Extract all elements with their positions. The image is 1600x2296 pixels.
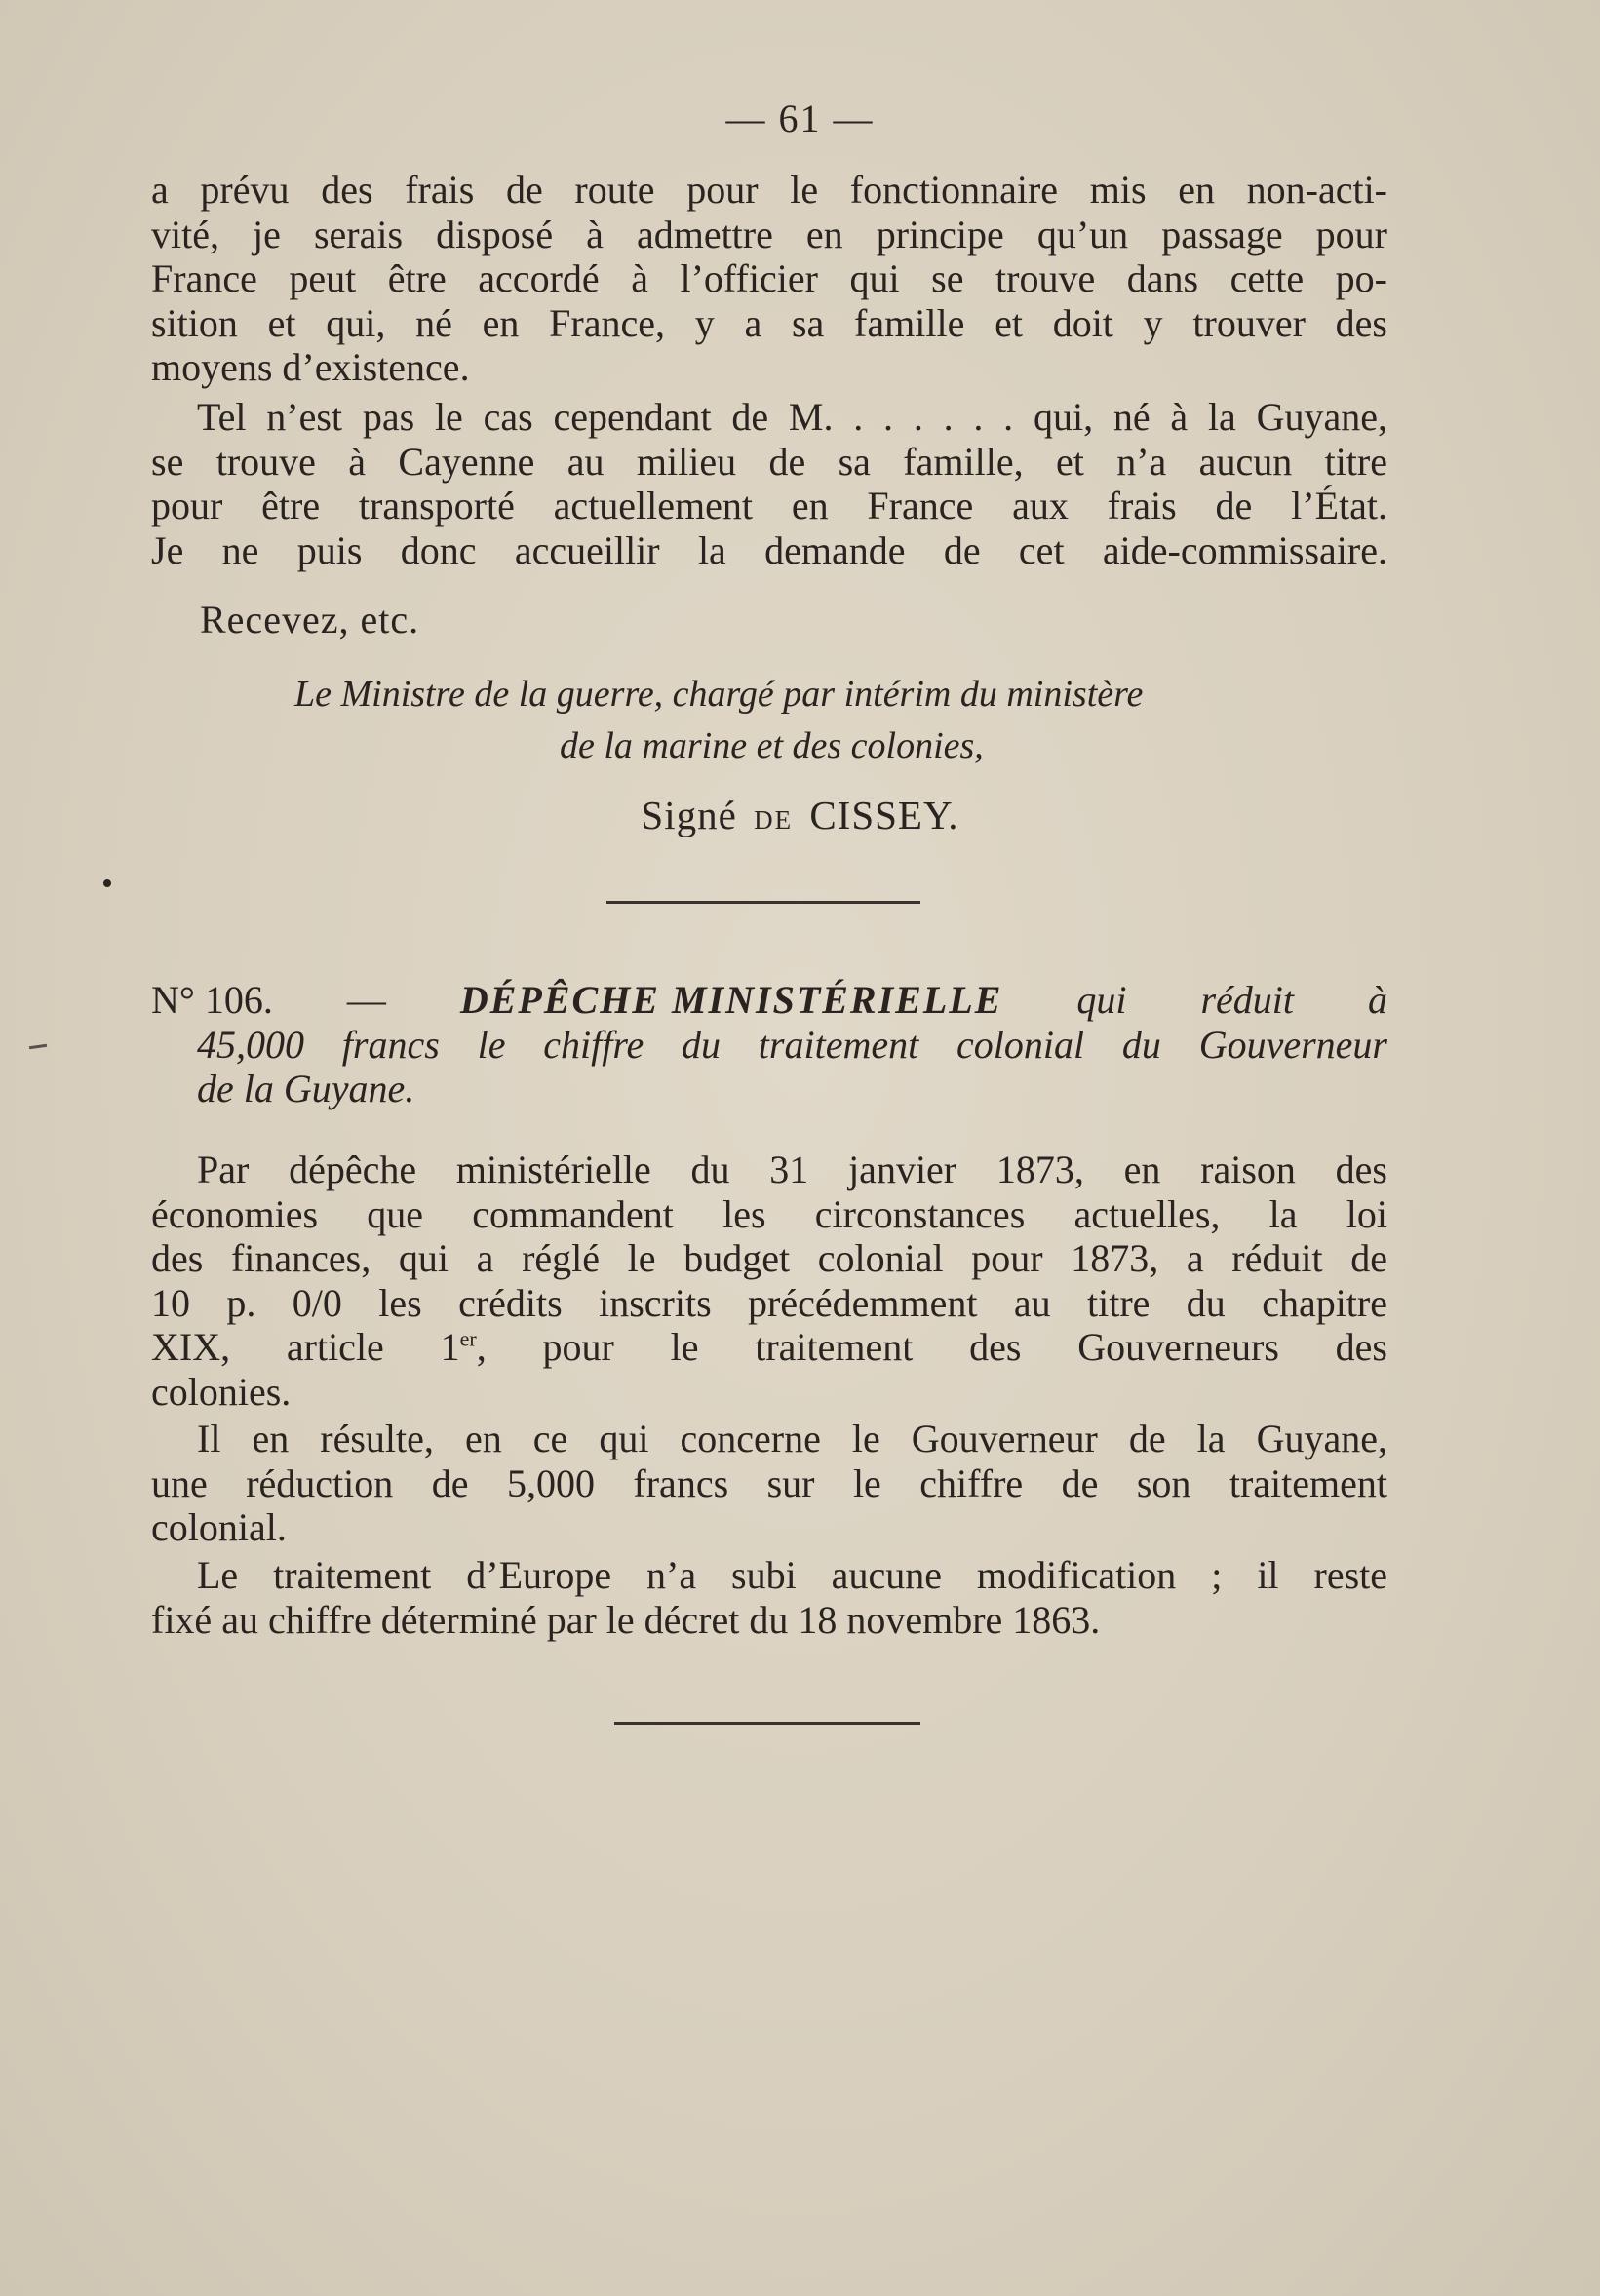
text-line: Par dépêche ministérielle du 31 janvier 1873, en raison des [197, 1148, 1387, 1191]
text-line: France peut être accordé à l’officier qui se trouve dans cette po- [151, 256, 1387, 300]
heading-line [151, 978, 1387, 1023]
paragraph-europe [151, 1553, 1387, 1642]
text-fragment: XIX, article 1 [151, 1325, 460, 1369]
text-line: Tel n’est pas le cas cependant de M. . . . . . . qui, né à la Guyane, [197, 395, 1387, 439]
signed-particle: DE [754, 805, 794, 835]
text-line: Il en résulte, en ce qui concerne le Gouverneur de la Guyane, [197, 1417, 1387, 1460]
text-line: sition et qui, né en France, y a sa famille et doit y trouver des [151, 300, 1387, 345]
text-line: colonial. [151, 1505, 287, 1549]
heading-number: N° 106. [151, 978, 273, 1022]
text-line: économies que commandent les circonstances actuelles, la loi [151, 1191, 1387, 1236]
document-heading [151, 978, 1387, 1111]
paragraph-refusal [151, 395, 1387, 572]
superscript: er [459, 1326, 477, 1351]
text-fragment: , pour le traitement des Gouverneurs des [476, 1325, 1387, 1369]
text-line: Le traitement d’Europe n’a subi aucune modification ; il reste [197, 1553, 1387, 1597]
signature-title-line2: de la marine et des colonies, [560, 725, 984, 766]
text-line: 10 p. 0/0 les crédits inscrits précédemment au titre du chapitre [151, 1280, 1387, 1325]
text-line: une réduction de 5,000 francs sur le chiffre de son traitement [151, 1460, 1387, 1505]
signature-title-line1: Le Ministre de la guerre, chargé par intérim du ministère [294, 674, 1144, 715]
text-line: des finances, qui a réglé le budget colonial pour 1873, a réduit de [151, 1236, 1387, 1280]
heading-word: réduit [1200, 978, 1295, 1022]
text-line: Je ne puis donc accueillir la demande de cet aide-commissaire. [151, 527, 1387, 572]
signed-name [0, 792, 1600, 838]
heading-line: 45,000 francs le chiffre du traitement colonial du Gouverneur [197, 1022, 1387, 1067]
text-line: a prévu des frais de route pour le fonctionnaire mis en non-acti- [151, 168, 1387, 212]
paragraph-result [151, 1417, 1387, 1550]
paragraph-dispatch [151, 1148, 1387, 1414]
heading-word: qui [1076, 978, 1127, 1022]
margin-mark [29, 1044, 47, 1049]
text-line: colonies. [151, 1369, 292, 1414]
text-line: fixé au chiffre déterminé par le décret du 18 novembre 1863. [151, 1597, 1101, 1642]
page-number: — 61 — [725, 97, 875, 140]
text-line: moyens d’existence. [151, 345, 470, 389]
salutation: Recevez, etc. [200, 598, 420, 642]
signed-surname: CISSEY. [809, 793, 959, 837]
text-line: vité, je serais disposé à admettre en principe qu’un passage pour [151, 212, 1387, 256]
section-divider [606, 901, 920, 904]
section-divider [614, 1722, 920, 1725]
text-line: pour être transporté actuellement en France aux frais de l’État. [151, 484, 1387, 527]
heading-word: à [1367, 978, 1387, 1022]
heading-line: de la Guyane. [197, 1067, 415, 1110]
heading-title: DÉPÊCHE MINISTÉRIELLE [459, 978, 1003, 1022]
text-line [151, 1325, 1387, 1370]
signed-prefix: Signé [641, 793, 737, 837]
paragraph-continuation [151, 168, 1387, 390]
heading-dash: — [346, 978, 386, 1022]
text-line: se trouve à Cayenne au milieu de sa famille, et n’a aucun titre [151, 439, 1387, 484]
stray-mark [103, 879, 111, 887]
